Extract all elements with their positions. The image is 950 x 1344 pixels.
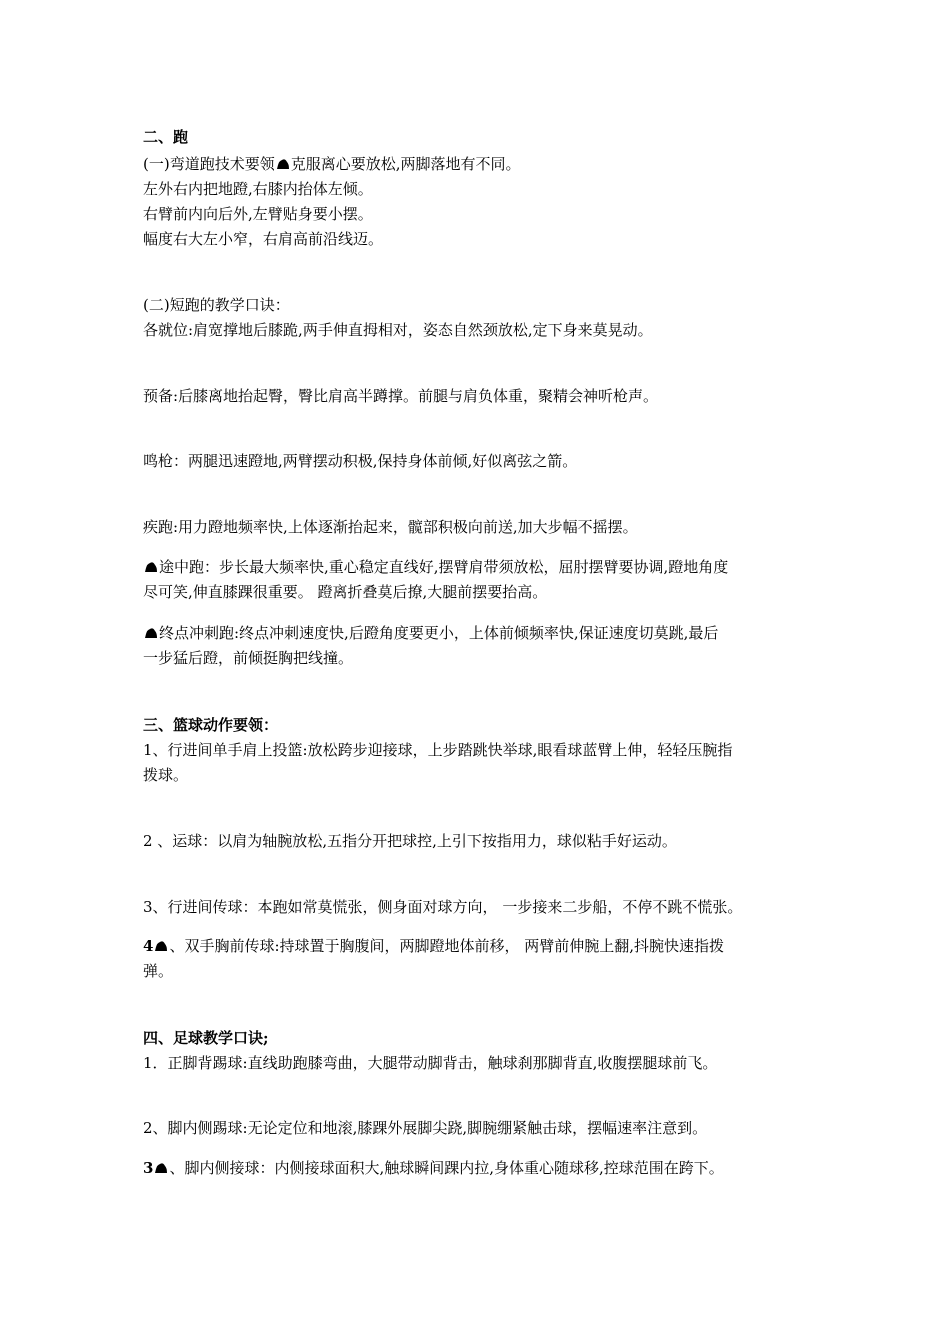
sprint-accel: 疾跑:用力蹬地频率快,上体逐渐抬起来，髋部积极向前送,加大步幅不摇摆。	[143, 518, 638, 536]
basketball-item-4-text: 、双手胸前传球:持球置于胸腹间，两脚蹬地体前移， 两臂前伸腕上翻,抖腕快速指拨	[169, 937, 725, 955]
football-item-2: 2、脚内侧踢球:无论定位和地滚,膝踝外展脚尖跷,脚腕绷紧触击球，摆幅速率注意到。	[143, 1119, 708, 1137]
football-item-3	[143, 1158, 813, 1178]
finish-line-1	[143, 623, 813, 643]
basketball-item-1-line-2: 拨球。	[143, 766, 189, 784]
cloud-mark-icon	[144, 627, 158, 639]
sprint-heading: (二)短跑的教学口诀：	[143, 296, 290, 314]
basketball-item-3: 3、行进间传球：本跑如常莫慌张，侧身面对球方向， 一步接来二步船，不停不跳不慌张。	[143, 898, 743, 916]
finish-text: 终点冲刺跑:终点冲刺速度快,后蹬角度要更小，上体前倾频率快,保证速度切莫跳,最后	[159, 624, 719, 642]
basketball-item-1-line-1: 1、行进间单手肩上投篮:放松跨步迎接球，上步踏跳快举球,眼看球蓝臂上伸，轻轻压腕指	[143, 741, 733, 759]
mid-run-line-1	[143, 557, 813, 577]
curve-run-line-2: 左外右内把地蹬,右膝内抬体左倾。	[143, 180, 373, 198]
curve-run-line-4: 幅度右大左小窄，右肩高前沿线迈。	[143, 230, 384, 248]
mid-run-text: 途中跑：步长最大频率快,重心稳定直线好,摆臂肩带须放松，屈肘摆臂要协调,蹬地角度	[159, 558, 729, 576]
sprint-gun: 鸣枪：两腿迅速蹬地,两臂摆动积极,保持身体前倾,好似离弦之箭。	[143, 452, 578, 470]
cloud-mark-icon	[154, 940, 168, 952]
sprint-on-marks: 各就位:肩宽撑地后膝跪,两手伸直拇相对，姿态自然颈放松,定下身来莫晃动。	[143, 321, 653, 339]
basketball-item-4-num: 4	[143, 937, 154, 955]
cloud-mark-icon	[276, 158, 290, 170]
football-item-3-text: 、脚内侧接球：内侧接球面积大,触球瞬间踝内拉,身体重心随球移,控球范围在跨下。	[169, 1159, 724, 1177]
curve-run-intro	[143, 154, 813, 174]
football-item-3-num: 3	[143, 1159, 154, 1177]
cloud-mark-icon	[154, 1162, 168, 1174]
curve-run-title: (一)弯道跑技术要领	[143, 155, 275, 173]
section-basketball-heading: 三、篮球动作要领：	[143, 716, 279, 734]
mid-run-line-2: 尽可笑,伸直膝踝很重要。 蹬离折叠莫后撩,大腿前摆要抬高。	[143, 583, 548, 601]
basketball-item-4-line-2: 弹。	[143, 962, 174, 980]
section-run-heading: 二、跑	[143, 128, 189, 146]
section-football-heading: 四、足球教学口诀;	[143, 1029, 269, 1047]
basketball-item-2: 2 、运球：以肩为轴腕放松,五指分开把球控,上引下按指用力，球似粘手好运动。	[143, 832, 677, 850]
cloud-mark-icon	[144, 561, 158, 573]
sprint-set: 预备:后膝离地抬起臀，臀比肩高半蹲撑。前腿与肩负体重，聚精会神听枪声。	[143, 387, 659, 405]
football-item-1: 1．正脚背踢球:直线助跑膝弯曲，大腿带动脚背击，触球刹那脚背直,收腹摆腿球前飞。	[143, 1054, 718, 1072]
finish-line-2: 一步猛后蹬，前倾挺胸把线撞。	[143, 649, 354, 667]
curve-run-line-3: 右臂前内向后外,左臂贴身要小摆。	[143, 205, 373, 223]
curve-run-rest: 克服离心要放松,两脚落地有不同。	[290, 155, 521, 173]
basketball-item-4-line-1	[143, 936, 813, 956]
